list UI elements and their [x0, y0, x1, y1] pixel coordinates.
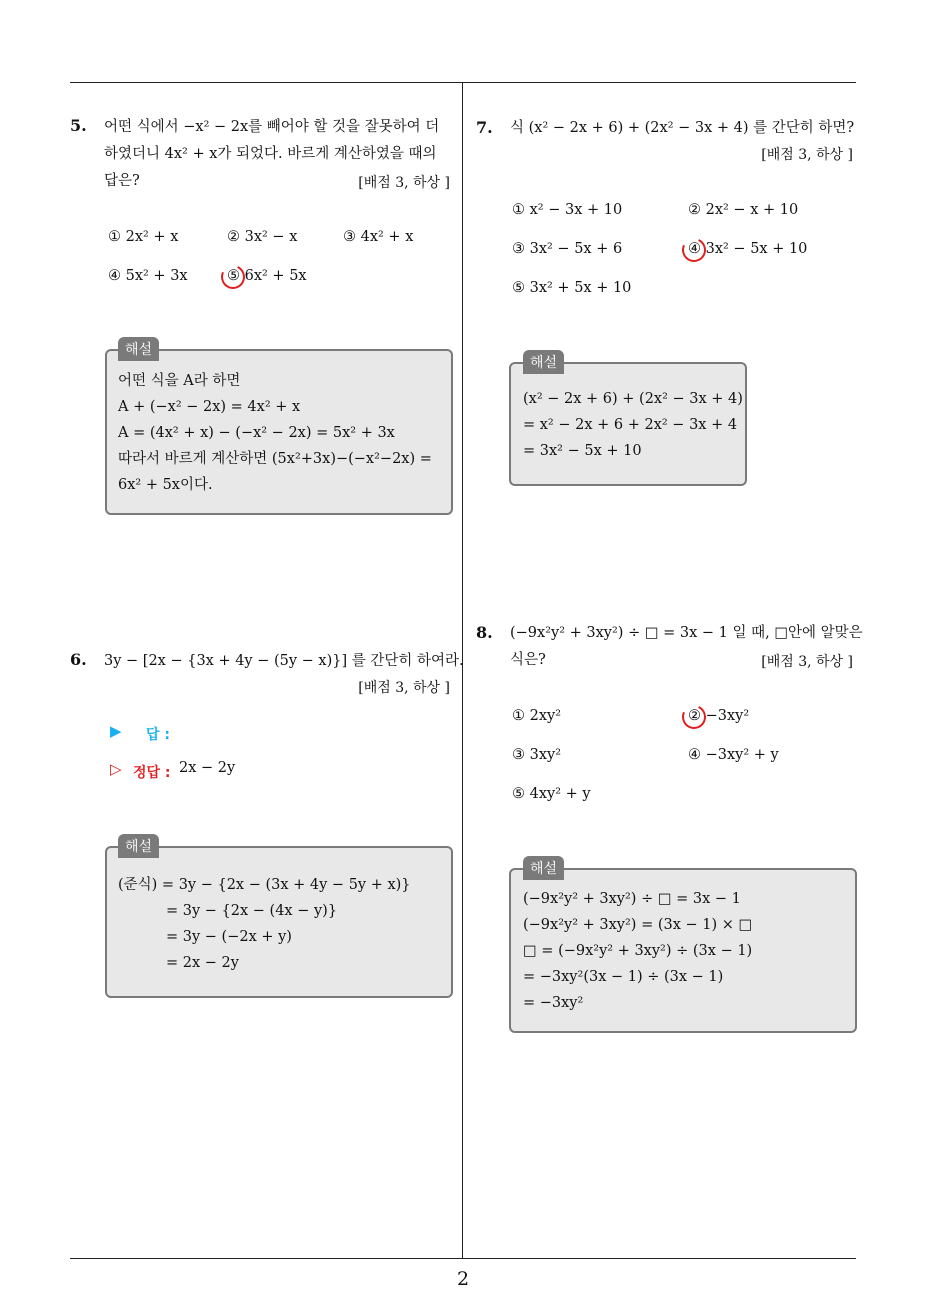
- question-number: 8.: [476, 623, 493, 642]
- page-number: 2: [456, 1268, 470, 1290]
- correct-value: 2x − 2y: [179, 760, 236, 776]
- choice-3[interactable]: ③ 3xy²: [512, 747, 562, 763]
- explanation-tag: 해설: [118, 834, 159, 858]
- choice-1[interactable]: ① 2x² + x: [108, 229, 179, 245]
- question-meta: [배점 3, 하상 ]: [358, 680, 450, 696]
- question-meta: [배점 3, 하상 ]: [761, 147, 853, 163]
- choice-2[interactable]: ② −3xy²: [688, 708, 750, 724]
- explanation-line: (x² − 2x + 6) + (2x² − 3x + 4): [523, 391, 743, 407]
- choice-1[interactable]: ① x² − 3x + 10: [512, 202, 623, 218]
- answer-arrow-icon: ▶: [110, 722, 122, 740]
- question-number: 7.: [476, 118, 493, 137]
- selected-answer-mark: [679, 235, 710, 266]
- question-meta: [배점 3, 하상 ]: [358, 175, 450, 191]
- explanation-line: = −3xy²: [523, 995, 584, 1011]
- question-text: 3y − [2x − {3x + 4y − (5y − x)}] 를 간단히 하여라.: [104, 653, 464, 669]
- question-text-line: 어떤 식에서 −x² − 2x를 빼어야 할 것을 잘못하여 더: [104, 119, 440, 135]
- answer-label: 답 :: [146, 727, 170, 743]
- choice-3[interactable]: ③ 4x² + x: [343, 229, 414, 245]
- correct-arrow-icon: ▷: [110, 760, 122, 778]
- explanation-line: (준식) = 3y − {2x − (3x + 4y − 5y + x)}: [118, 877, 411, 893]
- choice-4[interactable]: ④ 3x² − 5x + 10: [688, 241, 808, 257]
- explanation-line: = 3y − (−2x + y): [166, 929, 292, 945]
- question-number: 5.: [70, 116, 87, 135]
- choice-4[interactable]: ④ 5x² + 3x: [108, 268, 188, 284]
- choice-5[interactable]: ⑤ 3x² + 5x + 10: [512, 280, 632, 296]
- choice-3[interactable]: ③ 3x² − 5x + 6: [512, 241, 623, 257]
- question-text-line: 하였더니 4x² + x가 되었다. 바르게 계산하였을 때의: [104, 146, 437, 162]
- question-meta: [배점 3, 하상 ]: [761, 654, 853, 670]
- choice-5[interactable]: ⑤ 6x² + 5x: [227, 268, 307, 284]
- top-rule: [70, 82, 856, 83]
- question-text-line: 식은?: [510, 652, 546, 668]
- selected-answer-mark: [218, 262, 249, 293]
- explanation-line: (−9x²y² + 3xy²) = (3x − 1) × □: [523, 917, 753, 933]
- explanation-line: = 3x² − 5x + 10: [523, 443, 642, 459]
- explanation-line: 어떤 식을 A라 하면: [118, 373, 241, 389]
- explanation-line: □ = (−9x²y² + 3xy²) ÷ (3x − 1): [523, 943, 753, 959]
- choice-4[interactable]: ④ −3xy² + y: [688, 747, 779, 763]
- choice-5[interactable]: ⑤ 4xy² + y: [512, 786, 591, 802]
- choice-1[interactable]: ① 2xy²: [512, 708, 562, 724]
- explanation-line: = 3y − {2x − (4x − y)}: [166, 903, 338, 919]
- explanation-tag: 해설: [523, 350, 564, 374]
- explanation-line: A + (−x² − 2x) = 4x² + x: [118, 399, 301, 415]
- choice-2[interactable]: ② 3x² − x: [227, 229, 298, 245]
- correct-label: 정답 :: [133, 765, 171, 781]
- question-text: 식 (x² − 2x + 6) + (2x² − 3x + 4) 를 간단히 하면?: [510, 120, 855, 136]
- explanation-tag: 해설: [118, 337, 159, 361]
- selected-answer-mark: [679, 702, 710, 733]
- explanation-line: 6x² + 5x이다.: [118, 477, 213, 493]
- choice-2[interactable]: ② 2x² − x + 10: [688, 202, 799, 218]
- explanation-line: 따라서 바르게 계산하면 (5x²+3x)−(−x²−2x) =: [118, 451, 432, 467]
- question-text-line: 답은?: [104, 173, 140, 189]
- question-text-line: (−9x²y² + 3xy²) ÷ □ = 3x − 1 일 때, □안에 알맞은: [510, 625, 863, 641]
- question-number: 6.: [70, 650, 87, 669]
- explanation-tag: 해설: [523, 856, 564, 880]
- bottom-rule: [70, 1258, 856, 1259]
- explanation-line: (−9x²y² + 3xy²) ÷ □ = 3x − 1: [523, 891, 741, 907]
- explanation-line: = −3xy²(3x − 1) ÷ (3x − 1): [523, 969, 724, 985]
- explanation-line: = 2x − 2y: [166, 955, 239, 971]
- explanation-line: A = (4x² + x) − (−x² − 2x) = 5x² + 3x: [118, 425, 395, 441]
- explanation-line: = x² − 2x + 6 + 2x² − 3x + 4: [523, 417, 738, 433]
